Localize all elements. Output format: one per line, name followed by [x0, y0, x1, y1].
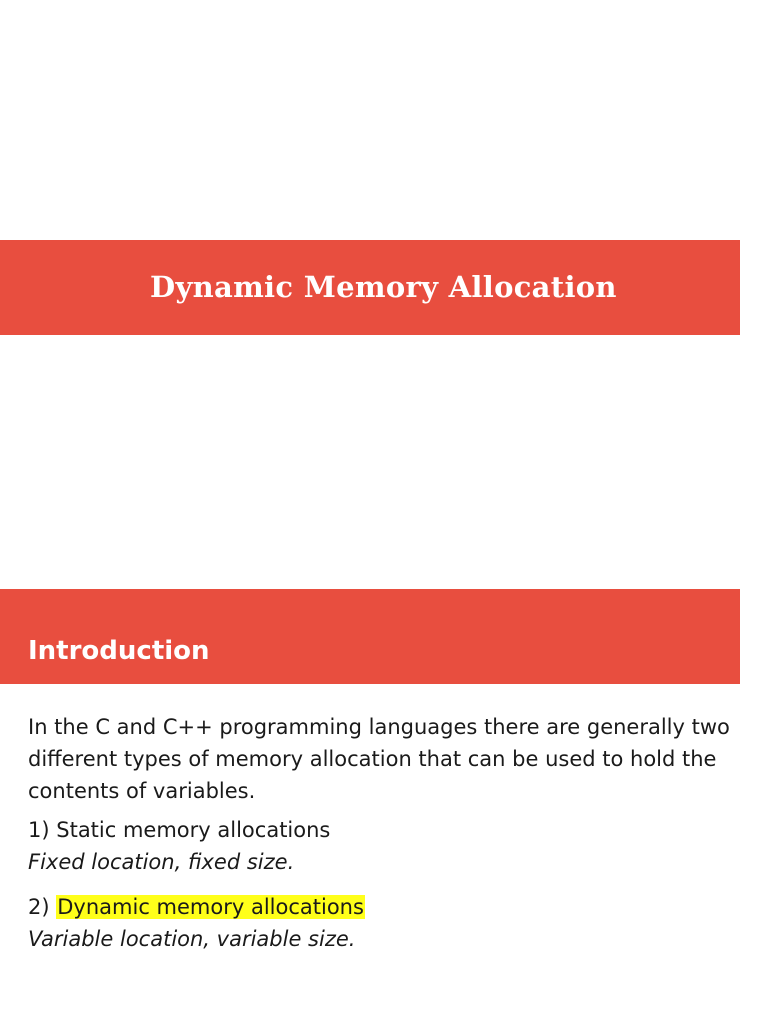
- section-banner: [0, 589, 740, 684]
- title-banner: [0, 240, 740, 335]
- item-number: 2): [28, 895, 50, 919]
- section-heading: Introduction: [28, 636, 210, 666]
- item-description: Variable location, variable size.: [28, 927, 356, 951]
- list-item-dynamic: [28, 891, 740, 955]
- intro-paragraph: In the C and C++ programming languages there are generally two different types of memory allocation that can be used to hold the contents of variables.: [28, 715, 730, 803]
- highlighted-item-label: Dynamic memory allocations: [57, 895, 364, 919]
- item-line: [28, 891, 740, 923]
- item-description: Fixed location, fixed size.: [28, 850, 295, 874]
- item-label: Static memory allocations: [56, 818, 331, 842]
- list-item-static: [28, 814, 740, 878]
- item-number: 1): [28, 818, 50, 842]
- page-title: Dynamic Memory Allocation: [150, 270, 617, 304]
- item-line: [28, 814, 740, 846]
- content-body: [28, 711, 740, 968]
